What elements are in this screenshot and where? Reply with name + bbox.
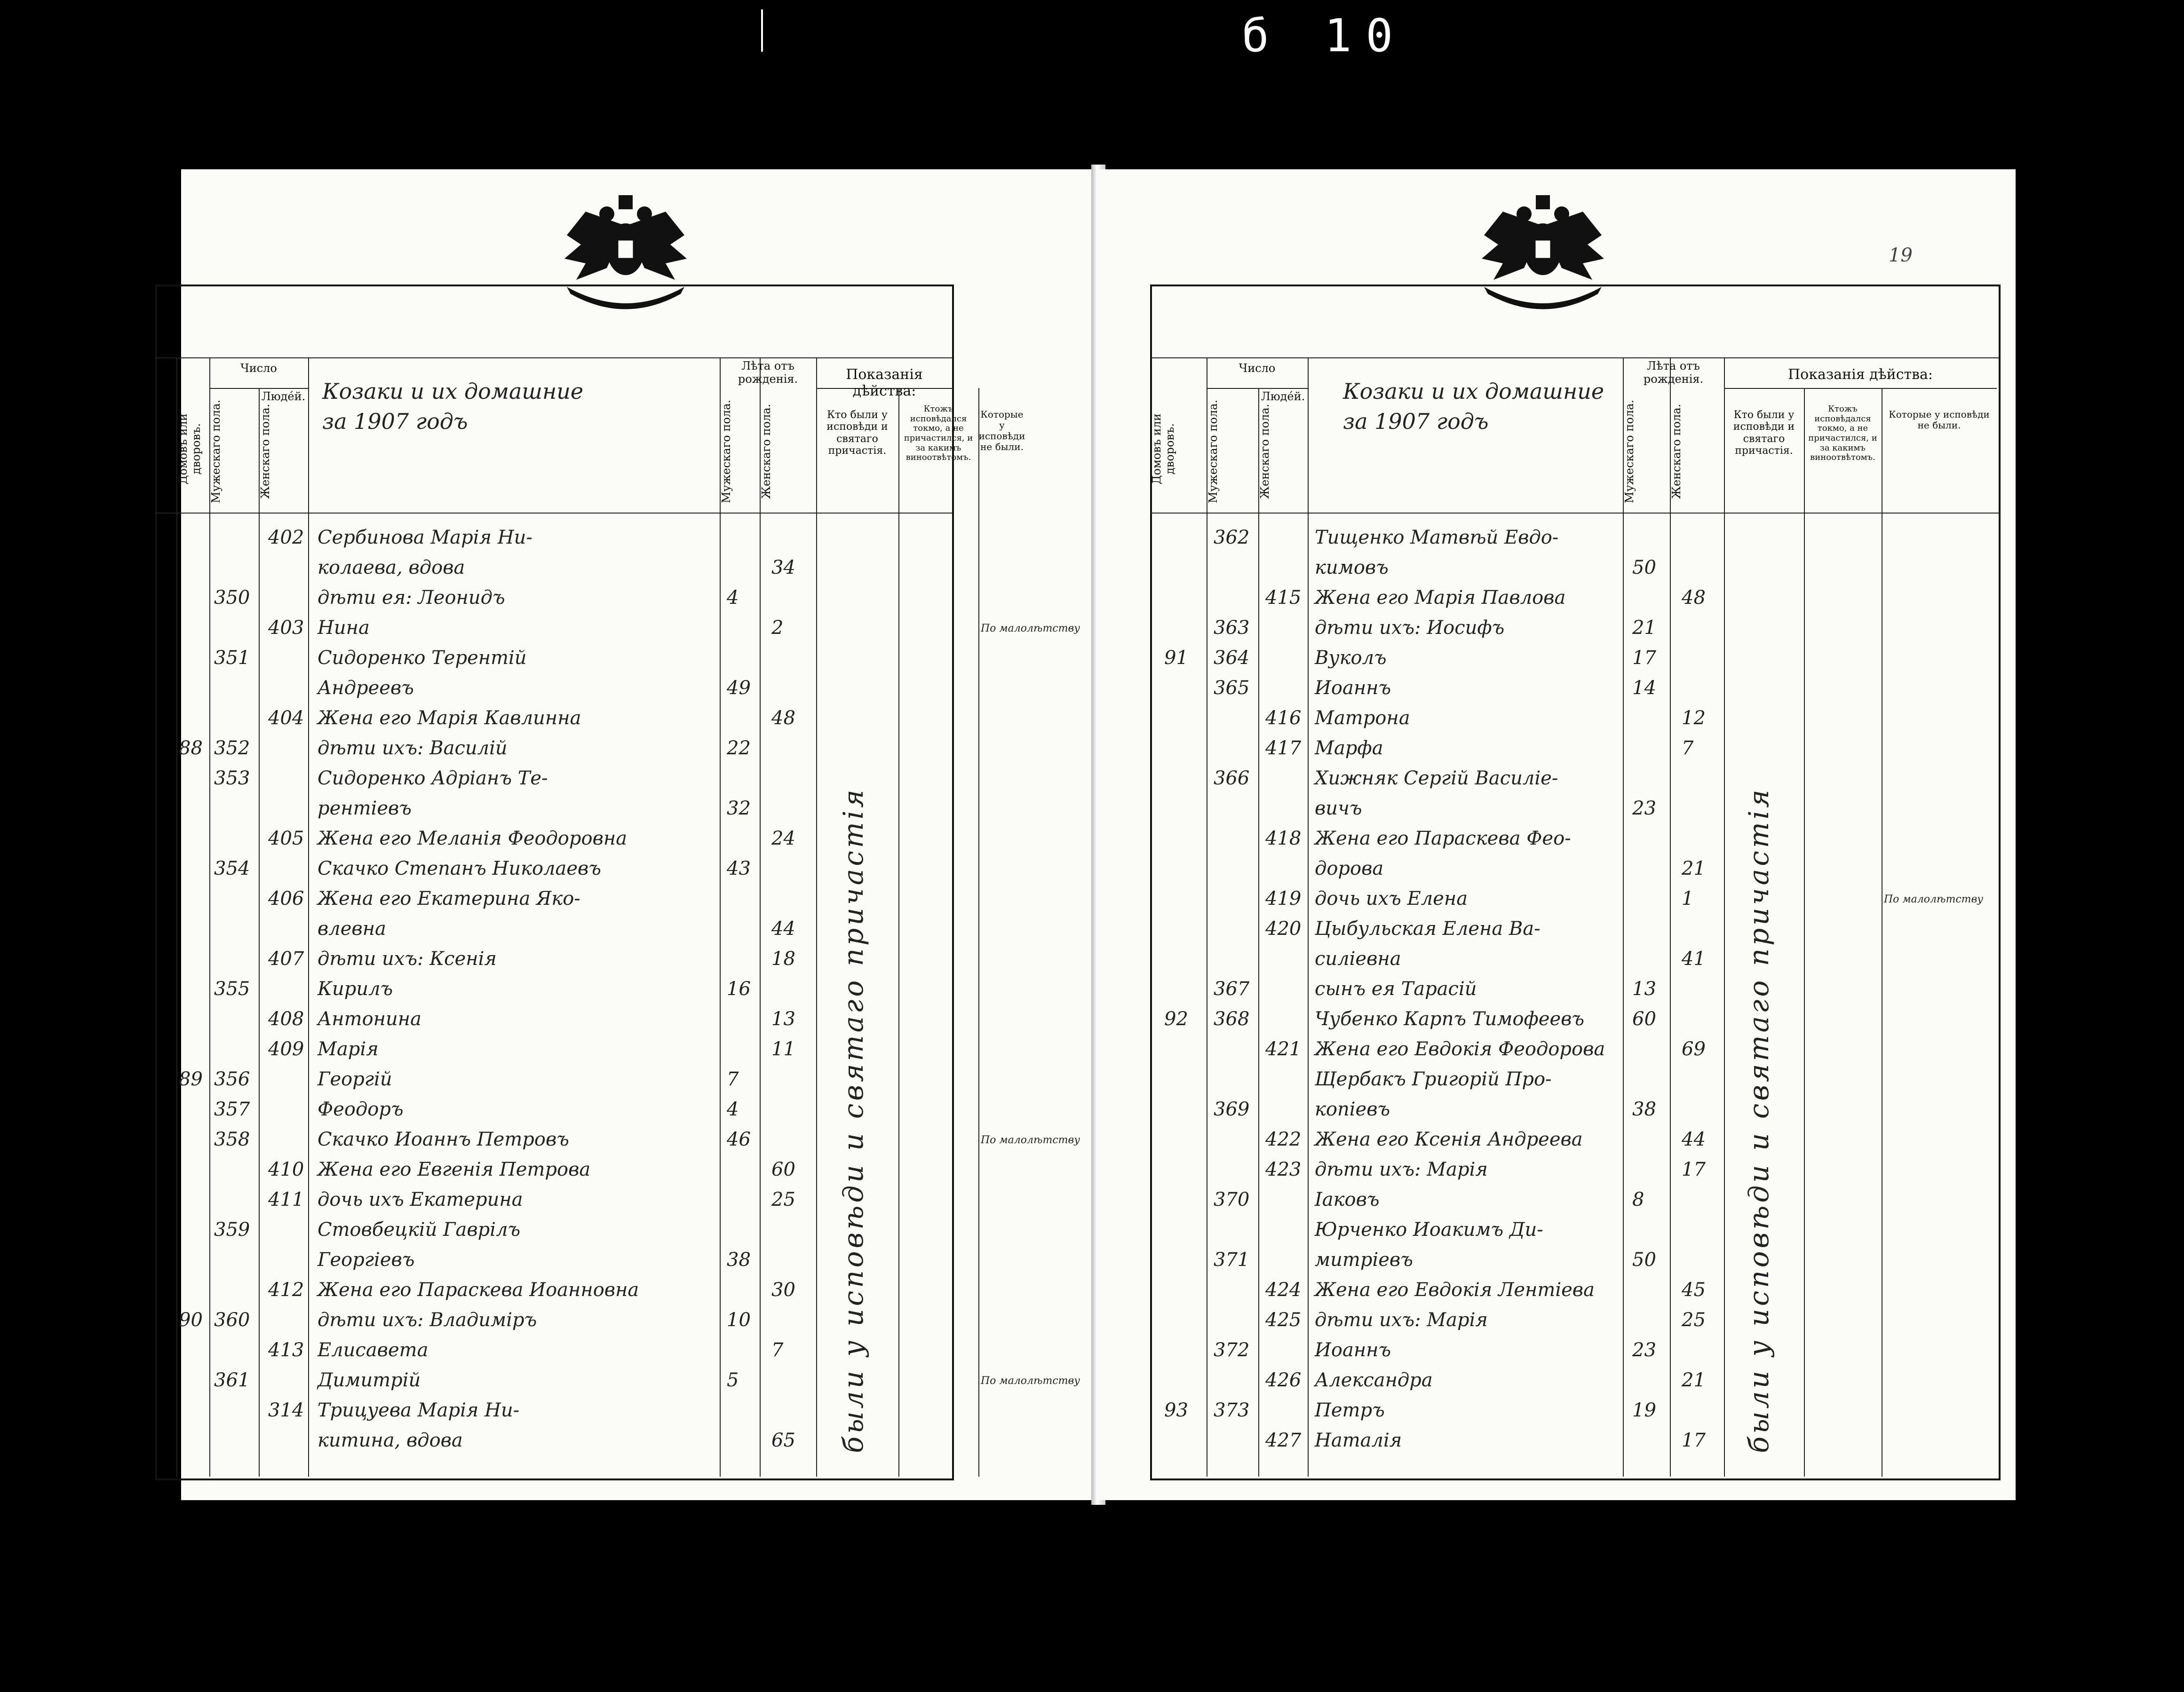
male-number-cell: 351 <box>214 647 250 669</box>
female-age-cell: 65 <box>771 1430 795 1451</box>
name-cell: митріевъ <box>1315 1249 1413 1271</box>
male-number-cell: 359 <box>214 1219 250 1241</box>
female-age-cell: 7 <box>1682 737 1694 759</box>
female-age-cell: 2 <box>771 617 784 639</box>
table-row <box>1098 1430 2016 1458</box>
male-number-cell: 370 <box>1214 1189 1250 1210</box>
header-age-f: Женскаго пола. <box>760 403 773 499</box>
table-row <box>181 677 1098 705</box>
header-lyudei: Людéй. <box>1261 390 1305 403</box>
table-row <box>1098 1399 2016 1428</box>
male-number-cell: 372 <box>1214 1339 1250 1361</box>
name-cell: дѣти ихъ: Марія <box>1315 1309 1488 1331</box>
name-cell: Сидоренко Терентій <box>318 647 527 669</box>
male-number-cell: 369 <box>1214 1099 1250 1120</box>
header-ktozh: Ктожъ исповѣдался токмо, а не причастился, и за какимъ виноотвѣтомъ. <box>904 404 973 463</box>
header-pokazaniya: Показанія дѣйства: <box>1788 366 1933 383</box>
table-row <box>1098 1339 2016 1368</box>
name-cell: дочь ихъ Екатерина <box>318 1189 523 1210</box>
name-cell: Скачко Иоаннъ Петровъ <box>318 1129 569 1150</box>
table-row <box>1098 798 2016 826</box>
female-number-cell: 415 <box>1265 587 1302 609</box>
name-cell: Сидоренко Адріанъ Те- <box>318 767 548 789</box>
name-cell: дѣти ихъ: Владиміръ <box>318 1309 537 1331</box>
female-age-cell: 24 <box>771 828 795 849</box>
table-row <box>1098 677 2016 705</box>
name-cell: Іаковъ <box>1315 1189 1380 1210</box>
table-row <box>181 1249 1098 1277</box>
name-cell: Александра <box>1315 1369 1433 1391</box>
table-row <box>1098 557 2016 585</box>
house-cell: 91 <box>1164 647 1188 669</box>
header-age-m: Мужескаго пола. <box>1623 400 1636 504</box>
header-m-pola: Мужескаго пола. <box>1207 400 1220 504</box>
male-age-cell: 50 <box>1632 557 1656 578</box>
name-cell: Андреевъ <box>318 677 414 699</box>
male-age-cell: 43 <box>727 858 751 879</box>
female-age-cell: 30 <box>771 1279 795 1301</box>
male-age-cell: 13 <box>1632 978 1656 1000</box>
name-cell: Жена его Евгенія Петрова <box>318 1159 591 1180</box>
female-age-cell: 25 <box>771 1189 795 1210</box>
table-row <box>181 767 1098 796</box>
male-number-cell: 362 <box>1214 527 1250 548</box>
name-cell: Щербакъ Григорій Про- <box>1315 1068 1552 1090</box>
female-number-cell: 406 <box>268 888 304 909</box>
male-number-cell: 365 <box>1214 677 1250 699</box>
table-row <box>1098 737 2016 766</box>
table-row <box>181 1279 1098 1307</box>
female-age-cell: 45 <box>1682 1279 1706 1301</box>
female-number-cell: 424 <box>1265 1279 1302 1301</box>
male-age-cell: 21 <box>1632 617 1656 639</box>
table-row <box>1098 1249 2016 1277</box>
house-cell: 90 <box>179 1309 203 1331</box>
table-row <box>1098 1099 2016 1127</box>
table-row <box>181 1430 1098 1458</box>
female-number-cell: 420 <box>1265 918 1302 940</box>
name-cell: Чубенко Карпъ Тимофеевъ <box>1315 1008 1585 1030</box>
female-age-cell: 18 <box>771 948 795 970</box>
table-row <box>1098 1369 2016 1398</box>
name-cell: влевна <box>318 918 386 940</box>
table-row <box>1098 828 2016 856</box>
male-number-cell: 373 <box>1214 1399 1250 1421</box>
table-row <box>181 647 1098 675</box>
name-cell: Жена его Марія Кавлинна <box>318 707 581 729</box>
table-row <box>181 1099 1098 1127</box>
table-row <box>181 1038 1098 1067</box>
male-age-cell: 4 <box>727 1099 739 1120</box>
female-age-cell: 13 <box>771 1008 795 1030</box>
header-leta: Лѣта отъ рожденія. <box>738 359 798 386</box>
name-cell: дѣти ея: Леонидъ <box>318 587 505 609</box>
header-lyudei: Людéй. <box>261 390 306 403</box>
name-cell: Марія <box>318 1038 379 1060</box>
female-age-cell: 48 <box>1682 587 1706 609</box>
female-number-cell: 423 <box>1265 1159 1302 1180</box>
name-cell: дорова <box>1315 858 1384 879</box>
table-row <box>1098 978 2016 1006</box>
table-row <box>181 587 1098 615</box>
table-row <box>181 828 1098 856</box>
female-age-cell: 44 <box>771 918 795 940</box>
female-number-cell: 403 <box>268 617 304 639</box>
male-age-cell: 23 <box>1632 1339 1656 1361</box>
male-age-cell: 7 <box>727 1068 739 1090</box>
name-cell: вичъ <box>1315 798 1362 819</box>
male-age-cell: 38 <box>1632 1099 1656 1120</box>
female-age-cell: 41 <box>1682 948 1706 970</box>
name-cell: Елисавета <box>318 1339 429 1361</box>
female-age-cell: 21 <box>1682 858 1706 879</box>
right-page-title: Козаки и их домашние за 1907 годъ <box>1343 379 1604 435</box>
house-cell: 89 <box>179 1068 203 1090</box>
name-cell: Иоаннъ <box>1315 1339 1391 1361</box>
female-age-cell: 48 <box>771 707 795 729</box>
house-cell: 92 <box>1164 1008 1188 1030</box>
name-cell: дѣти ихъ: Иосифъ <box>1315 617 1505 639</box>
remark-cell: По малолѣтству <box>981 623 1080 634</box>
name-cell: Жена его Параскева Иоанновна <box>318 1279 639 1301</box>
name-cell: Нина <box>318 617 370 639</box>
female-number-cell: 418 <box>1265 828 1302 849</box>
table-row <box>181 707 1098 735</box>
name-cell: Матрона <box>1315 707 1410 729</box>
table-row <box>1098 767 2016 796</box>
female-number-cell: 412 <box>268 1279 304 1301</box>
remark-cell: По малолѣтству <box>981 1375 1080 1387</box>
male-age-cell: 10 <box>727 1309 751 1331</box>
name-cell: Тищенко Матвѣй Евдо- <box>1315 527 1559 548</box>
house-cell: 93 <box>1164 1399 1188 1421</box>
house-cell: 88 <box>179 737 203 759</box>
male-number-cell: 358 <box>214 1129 250 1150</box>
female-number-cell: 417 <box>1265 737 1302 759</box>
table-row <box>1098 587 2016 615</box>
remark-cell: По малолѣтству <box>981 1134 1080 1146</box>
name-cell: Димитрій <box>318 1369 421 1391</box>
name-cell: Жена его Ксенія Андреева <box>1315 1129 1583 1150</box>
table-row <box>1098 1219 2016 1247</box>
name-cell: Вуколъ <box>1315 647 1387 669</box>
table-row <box>1098 888 2016 916</box>
male-age-cell: 16 <box>727 978 751 1000</box>
male-age-cell: 49 <box>727 677 751 699</box>
female-age-cell: 21 <box>1682 1369 1706 1391</box>
male-number-cell: 364 <box>1214 647 1250 669</box>
male-number-cell: 367 <box>1214 978 1250 1000</box>
female-age-cell: 17 <box>1682 1430 1706 1451</box>
table-row <box>1098 1068 2016 1097</box>
male-age-cell: 38 <box>727 1249 751 1271</box>
name-cell: Жена его Параскева Фео- <box>1315 828 1571 849</box>
male-age-cell: 60 <box>1632 1008 1656 1030</box>
name-cell: Жена его Марія Павлова <box>1315 587 1566 609</box>
female-number-cell: 421 <box>1265 1038 1302 1060</box>
table-row <box>181 737 1098 766</box>
female-age-cell: 7 <box>771 1339 784 1361</box>
table-row <box>181 888 1098 916</box>
right-confession-note: были у исповѣди и святаго причастія <box>1743 787 1775 1453</box>
female-age-cell: 25 <box>1682 1309 1706 1331</box>
female-age-cell: 17 <box>1682 1159 1706 1180</box>
name-cell: Георгій <box>318 1068 392 1090</box>
name-cell: силіевна <box>1315 948 1401 970</box>
name-cell: копіевъ <box>1315 1099 1390 1120</box>
male-number-cell: 352 <box>214 737 250 759</box>
male-age-cell: 4 <box>727 587 739 609</box>
female-number-cell: 409 <box>268 1038 304 1060</box>
table-row <box>181 858 1098 886</box>
name-cell: Цыбульская Елена Ва- <box>1315 918 1541 940</box>
female-number-cell: 402 <box>268 527 304 548</box>
header-chislo: Число <box>240 362 277 375</box>
female-number-cell: 404 <box>268 707 304 729</box>
name-cell: Скачко Степанъ Николаевъ <box>318 858 601 879</box>
remark-cell: По малолѣтству <box>1884 893 1984 905</box>
female-number-cell: 426 <box>1265 1369 1302 1391</box>
right-page <box>1098 169 2016 1500</box>
female-number-cell: 425 <box>1265 1309 1302 1331</box>
table-row <box>181 948 1098 976</box>
header-domov: Домовъ или дворовъ. <box>176 413 203 485</box>
male-number-cell: 371 <box>1214 1249 1250 1271</box>
female-number-cell: 408 <box>268 1008 304 1030</box>
header-chislo: Число <box>1239 362 1276 375</box>
name-cell: колаева, вдова <box>318 557 465 578</box>
female-age-cell: 1 <box>1682 888 1694 909</box>
table-row <box>181 1068 1098 1097</box>
name-cell: Марфа <box>1315 737 1383 759</box>
name-cell: Трицуева Марія Ни- <box>318 1399 520 1421</box>
table-row <box>1098 1159 2016 1187</box>
name-cell: дѣти ихъ: Марія <box>1315 1159 1488 1180</box>
male-age-cell: 22 <box>727 737 751 759</box>
male-number-cell: 363 <box>1214 617 1250 639</box>
female-age-cell: 34 <box>771 557 795 578</box>
table-row <box>181 1159 1098 1187</box>
header-domov: Домовъ или дворовъ. <box>1150 413 1176 485</box>
name-cell: Наталія <box>1315 1430 1402 1451</box>
table-row <box>181 1219 1098 1247</box>
name-cell: Георгіевъ <box>318 1249 415 1271</box>
left-confession-note: были у исповѣди и святаго причастія <box>837 787 869 1453</box>
male-number-cell: 355 <box>214 978 250 1000</box>
header-kotorye: Которые у исповѣди не были. <box>1889 409 1990 431</box>
name-cell: Кирилъ <box>318 978 393 1000</box>
table-row <box>181 798 1098 826</box>
male-age-cell: 17 <box>1632 647 1656 669</box>
name-cell: Иоаннъ <box>1315 677 1391 699</box>
table-row <box>1098 948 2016 976</box>
header-kto-byli: Кто были у исповѣди и святаго причастія. <box>1733 409 1795 457</box>
female-age-cell: 11 <box>771 1038 795 1060</box>
name-cell: Жена его Екатерина Яко- <box>318 888 580 909</box>
name-cell: дѣти ихъ: Василій <box>318 737 508 759</box>
female-number-cell: 411 <box>268 1189 304 1210</box>
name-cell: Юрченко Иоакимъ Ди- <box>1315 1219 1543 1241</box>
left-page <box>176 169 1098 1500</box>
female-number-cell: 416 <box>1265 707 1302 729</box>
name-cell: рентіевъ <box>318 798 412 819</box>
table-row <box>1098 1008 2016 1036</box>
female-number-cell: 405 <box>268 828 304 849</box>
female-number-cell: 314 <box>268 1399 304 1421</box>
male-age-cell: 23 <box>1632 798 1656 819</box>
table-row <box>1098 617 2016 645</box>
folio-number: 19 <box>1889 245 1913 266</box>
male-age-cell: 14 <box>1632 677 1656 699</box>
table-row <box>181 527 1098 555</box>
header-leta: Лѣта отъ рожденія. <box>1643 359 1704 386</box>
female-number-cell: 413 <box>268 1339 304 1361</box>
table-row <box>181 1339 1098 1368</box>
table-row <box>1098 647 2016 675</box>
header-zh-pola: Женскаго пола. <box>259 403 272 499</box>
male-number-cell: 356 <box>214 1068 250 1090</box>
table-row <box>181 1008 1098 1036</box>
table-row <box>181 617 1098 645</box>
name-cell: сынъ ея Тарасій <box>1315 978 1477 1000</box>
female-number-cell: 410 <box>268 1159 304 1180</box>
table-row <box>181 918 1098 946</box>
male-number-cell: 361 <box>214 1369 250 1391</box>
male-number-cell: 366 <box>1214 767 1250 789</box>
table-row <box>181 1369 1098 1398</box>
name-cell: Жена его Евдокія Лентіева <box>1315 1279 1595 1301</box>
name-cell: Жена его Меланія Феодоровна <box>318 828 627 849</box>
female-age-cell: 69 <box>1682 1038 1706 1060</box>
male-age-cell: 32 <box>727 798 751 819</box>
table-row <box>1098 858 2016 886</box>
male-age-cell: 46 <box>727 1129 751 1150</box>
table-row <box>1098 918 2016 946</box>
female-age-cell: 12 <box>1682 707 1706 729</box>
table-row <box>181 1189 1098 1217</box>
male-age-cell: 19 <box>1632 1399 1656 1421</box>
male-number-cell: 357 <box>214 1099 250 1120</box>
left-page-title: Козаки и их домашние за 1907 годъ <box>322 379 584 435</box>
female-number-cell: 407 <box>268 948 304 970</box>
male-number-cell: 368 <box>1214 1008 1250 1030</box>
name-cell: дѣти ихъ: Ксенія <box>318 948 497 970</box>
header-pokazaniya: Показанія дѣйства: <box>846 366 923 399</box>
table-row <box>1098 707 2016 735</box>
male-age-cell: 8 <box>1632 1189 1644 1210</box>
table-row <box>1098 1309 2016 1337</box>
header-kotorye: Которые у исповѣди не были. <box>978 409 1025 452</box>
header-kto-byli: Кто были у исповѣди и святаго причастія. <box>826 409 888 457</box>
name-cell: дочь ихъ Елена <box>1315 888 1468 909</box>
table-row <box>181 1129 1098 1157</box>
female-number-cell: 419 <box>1265 888 1302 909</box>
name-cell: Петръ <box>1315 1399 1385 1421</box>
top-marker <box>761 9 763 52</box>
male-number-cell: 353 <box>214 767 250 789</box>
male-age-cell: 50 <box>1632 1249 1656 1271</box>
name-cell: Сербинова Марія Ни- <box>318 527 532 548</box>
header-age-f: Женскаго пола. <box>1670 403 1683 499</box>
header-m-pola: Мужескаго пола. <box>209 400 222 504</box>
name-cell: кимовъ <box>1315 557 1389 578</box>
female-age-cell: 60 <box>771 1159 795 1180</box>
name-cell: Жена его Евдокія Феодорова <box>1315 1038 1605 1060</box>
table-row <box>181 557 1098 585</box>
header-age-m: Мужескаго пола. <box>720 400 733 504</box>
male-number-cell: 360 <box>214 1309 250 1331</box>
name-cell: Стовбецкій Гаврілъ <box>318 1219 521 1241</box>
female-number-cell: 427 <box>1265 1430 1302 1451</box>
table-row <box>181 978 1098 1006</box>
table-row <box>1098 1038 2016 1067</box>
table-row <box>1098 1189 2016 1217</box>
female-number-cell: 422 <box>1265 1129 1302 1150</box>
table-row <box>1098 527 2016 555</box>
female-age-cell: 44 <box>1682 1129 1706 1150</box>
archive-stamp: б 10 <box>1242 9 1407 62</box>
male-number-cell: 354 <box>214 858 250 879</box>
male-age-cell: 5 <box>727 1369 739 1391</box>
name-cell: Феодоръ <box>318 1099 404 1120</box>
table-row <box>1098 1129 2016 1157</box>
table-row <box>1098 1279 2016 1307</box>
table-row <box>181 1399 1098 1428</box>
name-cell: китина, вдова <box>318 1430 463 1451</box>
name-cell: Антонина <box>318 1008 421 1030</box>
header-ktozh: Ктожъ исповѣдался токмо, а не причастился, и за какимъ виноотвѣтомъ. <box>1808 404 1877 463</box>
name-cell: Хижняк Сергій Василіе- <box>1315 767 1558 789</box>
header-zh-pola: Женскаго пола. <box>1258 403 1271 499</box>
male-number-cell: 350 <box>214 587 250 609</box>
table-row <box>181 1309 1098 1337</box>
